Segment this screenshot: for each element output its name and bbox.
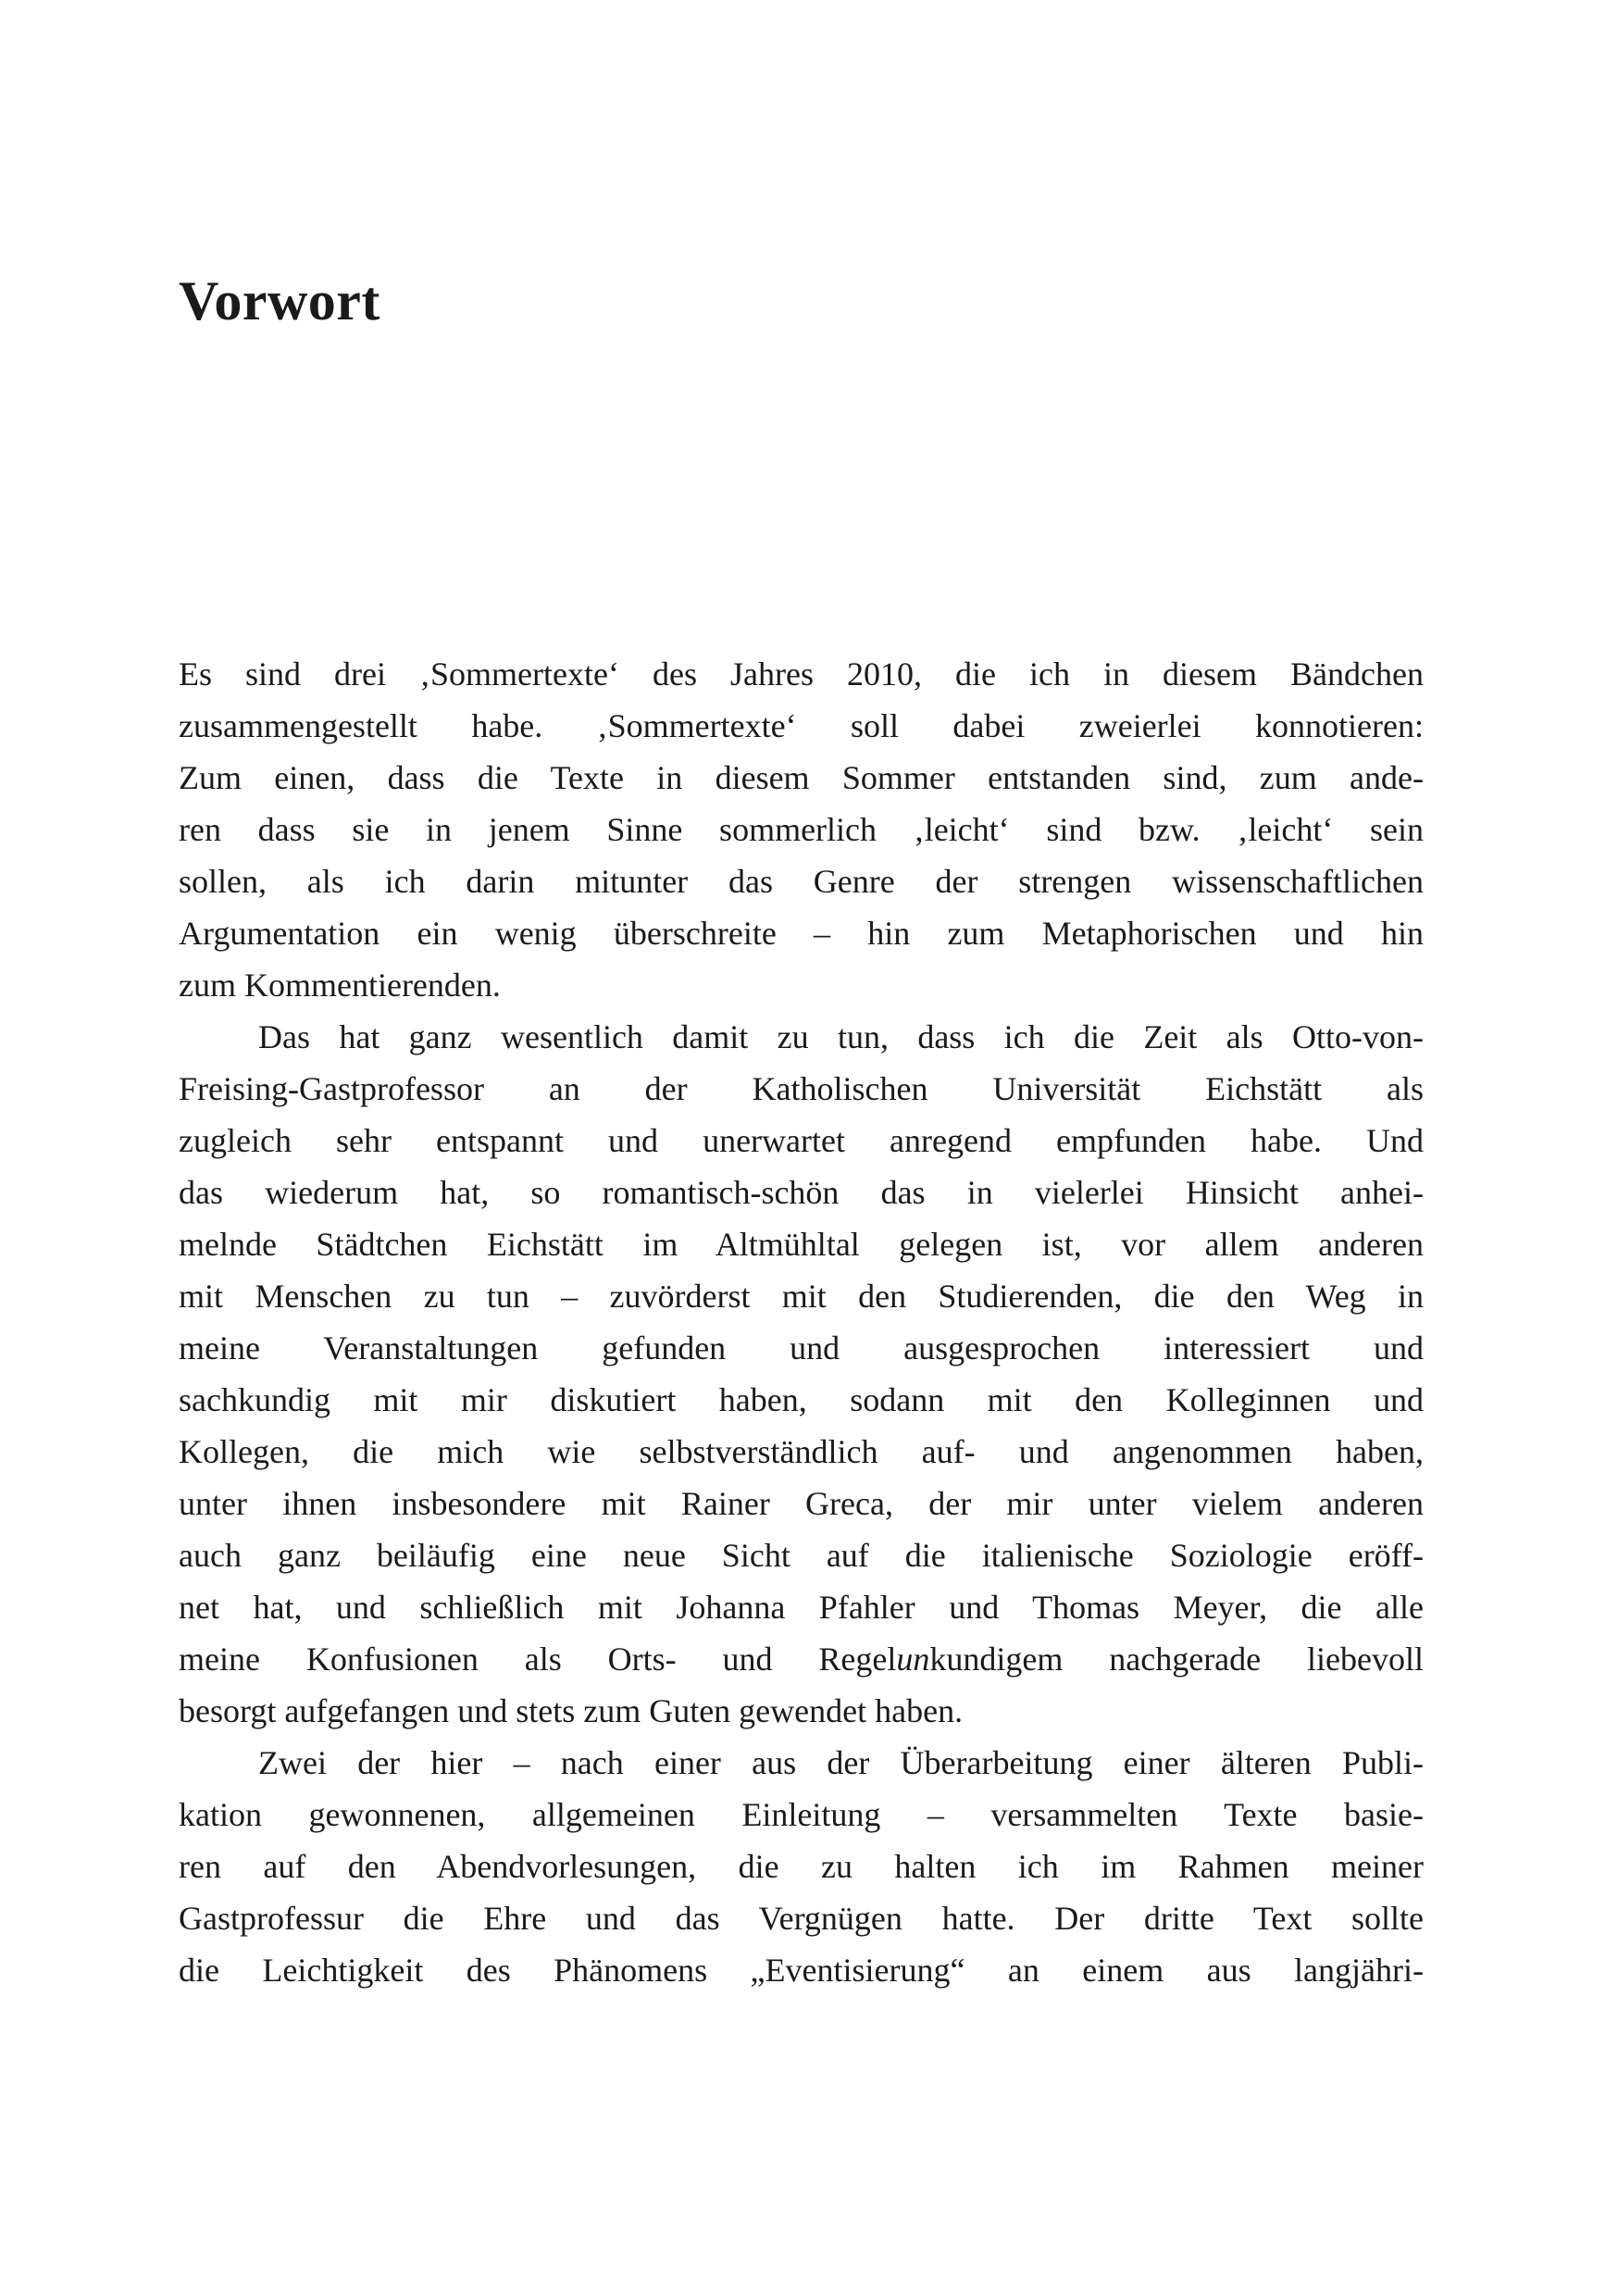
text-line: Zum einen, dass die Texte in diesem Sommer entstanden sind, zum ande- — [179, 759, 1424, 796]
text-line: meine Veranstaltungen gefunden und ausgesprochen interessiert und — [179, 1329, 1424, 1366]
text-line: besorgt aufgefangen und stets zum Guten gewendet haben. — [179, 1692, 964, 1729]
text-line: melnde Städtchen Eichstätt im Altmühltal gelegen ist, vor allem anderen — [179, 1226, 1424, 1263]
text-line: zusammengestellt habe. ‚Sommertexte‘ soll dabei zweierlei konnotieren: — [179, 707, 1424, 744]
text-line: zum Kommentierenden. — [179, 967, 501, 1004]
text-line: Es sind drei ‚Sommertexte‘ des Jahres 2010, die ich in diesem Bändchen — [179, 655, 1424, 693]
paragraph — [179, 648, 1424, 1011]
text-line: auch ganz beiläufig eine neue Sicht auf die italienische Soziologie eröff- — [179, 1537, 1424, 1574]
page-title: Vorwort — [179, 270, 380, 332]
text-line: Kollegen, die mich wie selbstverständlich auf- und angenommen haben, — [179, 1433, 1424, 1470]
text-line: sollen, als ich darin mitunter das Genre der strengen wissenschaftlichen — [179, 863, 1424, 900]
italic-text-run: un — [896, 1641, 930, 1678]
text-line: mit Menschen zu tun – zuvörderst mit den Studierenden, die den Weg in — [179, 1278, 1424, 1315]
text-line: Zwei der hier – nach einer aus der Überarbeitung einer älteren Publi- — [258, 1744, 1424, 1781]
text-line: net hat, und schließlich mit Johanna Pfahler und Thomas Meyer, die alle — [179, 1589, 1424, 1626]
text-line: unter ihnen insbesondere mit Rainer Greca, der mir unter vielem anderen — [179, 1485, 1424, 1522]
text-line: ren dass sie in jenem Sinne sommerlich ‚leicht‘ sind bzw. ‚leicht‘ sein — [179, 811, 1424, 848]
text-line: sachkundig mit mir diskutiert haben, sodann mit den Kolleginnen und — [179, 1381, 1424, 1418]
text-line: Freising-Gastprofessor an der Katholischen Universität Eichstätt als — [179, 1070, 1424, 1107]
text-run: meine Konfusionen als Orts- und Regel — [179, 1641, 897, 1678]
paragraph — [179, 1737, 1424, 1996]
text-line: Gastprofessur die Ehre und das Vergnügen hatte. Der dritte Text sollte — [179, 1900, 1424, 1937]
text-line — [179, 1633, 1424, 1685]
text-run: kundigem nachgerade liebevoll — [929, 1641, 1424, 1678]
text-line: zugleich sehr entspannt und unerwartet anregend empfunden habe. Und — [179, 1122, 1424, 1159]
body-text — [179, 648, 1424, 1996]
paragraph — [179, 1011, 1424, 1737]
text-line: Das hat ganz wesentlich damit zu tun, dass ich die Zeit als Otto-von- — [258, 1018, 1424, 1055]
text-line: die Leichtigkeit des Phänomens „Eventisierung“ an einem aus langjähri- — [179, 1952, 1424, 1989]
text-line: Argumentation ein wenig überschreite – hin zum Metaphorischen und hin — [179, 915, 1424, 952]
text-line: kation gewonnenen, allgemeinen Einleitung – versammelten Texte basie- — [179, 1796, 1424, 1833]
text-line: das wiederum hat, so romantisch-schön das in vielerlei Hinsicht anhei- — [179, 1174, 1424, 1211]
text-line: ren auf den Abendvorlesungen, die zu halten ich im Rahmen meiner — [179, 1848, 1424, 1885]
